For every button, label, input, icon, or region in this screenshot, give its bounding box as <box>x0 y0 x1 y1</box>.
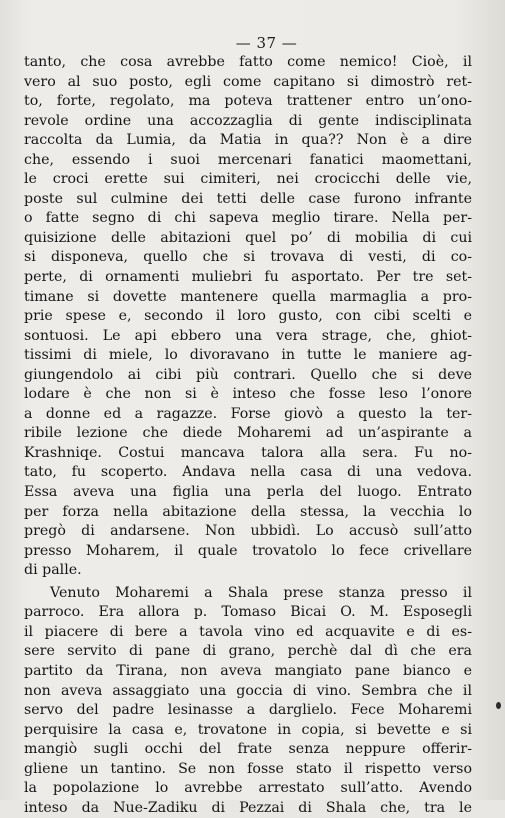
text-line: servo del padre lesinasse a darglielo. Fece Moharemi <box>24 702 472 719</box>
text-line: il piacere di bere a tavola vino ed acquavite e di es- <box>24 623 472 640</box>
text-line: Essa aveva una figlia una perla del luogo. Entrato <box>24 484 472 501</box>
paragraph-1 <box>24 53 472 581</box>
text-line: raccolta da Lumia, da Matia in qua?? Non è a dire <box>24 132 472 149</box>
text-line: gliene un tantino. Se non fosse stato il rispetto verso <box>24 760 472 777</box>
text-line: o fatte segno di chi sapeva meglio tirare. Nella per- <box>24 210 472 227</box>
text-line: ribile lezione che diede Moharemi ad un’aspirante a <box>24 425 472 442</box>
text-line: non aveva assaggiato una goccia di vino. Sembra che il <box>24 682 472 699</box>
text-line: di palle. <box>24 562 82 579</box>
text-line: perquisire la casa e, trovatone in copia, si bevette e si <box>24 721 472 738</box>
text-line: le croci erette sui cimiteri, nei crocicchi delle vie, <box>24 171 472 188</box>
text-line: sontuosi. Le api ebbero una vera strage, che, ghiot- <box>24 327 472 344</box>
text-line: Krashniqe. Costui mancava talora alla sera. Fu no- <box>24 444 472 461</box>
text-line: poste sul culmine dei tetti delle case furono infrante <box>24 190 472 207</box>
paragraph-2 <box>24 584 472 818</box>
text-line: prie spese e, secondo il loro gusto, con cibi scelti e <box>24 308 472 325</box>
ink-speck <box>496 702 501 709</box>
page-number: — 37 — <box>235 34 298 52</box>
text-line: lodare è che non si è inteso che fosse leso l’onore <box>24 386 472 403</box>
text-line: tato, fu scoperto. Andava nella casa di una vedova. <box>24 464 472 481</box>
text-line: a donne ed a ragazze. Forse giovò a questo la ter- <box>24 405 472 422</box>
text-line: si disponeva, quello che si trovava di vesti, di co- <box>24 249 472 266</box>
text-line: la popolazione lo avrebbe arrestato sull’atto. Avendo <box>24 780 472 797</box>
text-line: presso Moharem, il quale trovatolo lo fece crivellare <box>24 542 472 559</box>
text-line: giungendolo ai cibi più contrari. Quello che si deve <box>24 366 472 383</box>
text-line: per forza nella abitazione della stessa, la vecchia lo <box>24 503 472 520</box>
text-line: sere servito di pane di grano, perchè dal dì che era <box>24 643 472 660</box>
text-line: mangiò sugli occhi del frate senza neppure offerir- <box>24 741 472 758</box>
text-line: tanto, che cosa avrebbe fatto come nemico! Cioè, il <box>24 54 472 70</box>
text-line: pregò di andarsene. Non ubbidì. Lo accusò sull’atto <box>24 523 472 540</box>
text-line: to, forte, regolato, ma poteva trattener entro un’ono- <box>24 93 472 110</box>
text-line: perte, di ornamenti muliebri fu asportato. Per tre set- <box>24 269 472 286</box>
text-line: inteso da Nue-Zadiku di Pezzai di Shala che, tra le <box>24 799 472 816</box>
text-line: partito da Tirana, non aveva mangiato pane bianco e <box>24 662 472 679</box>
body-text <box>24 53 472 818</box>
text-line: parroco. Era allora p. Tomaso Bicai O. M. Esposegli <box>24 604 472 621</box>
text-line: Venuto Moharemi a Shala prese stanza presso il <box>50 584 472 601</box>
text-line: quisizione delle abitazioni quel po’ di mobilia di cui <box>24 229 472 246</box>
text-line: che, essendo i suoi mercenari fanatici maomettani, <box>24 151 472 168</box>
text-line: revole ordine una accozzaglia di gente indisciplinata <box>24 112 472 129</box>
text-line: tissimi di miele, lo divoravano in tutte le maniere ag- <box>24 347 472 364</box>
text-line: vero al suo posto, egli come capitano si dimostrò ret- <box>24 73 472 90</box>
text-line: timane si dovette mantenere quella marmaglia a pro- <box>24 288 472 305</box>
